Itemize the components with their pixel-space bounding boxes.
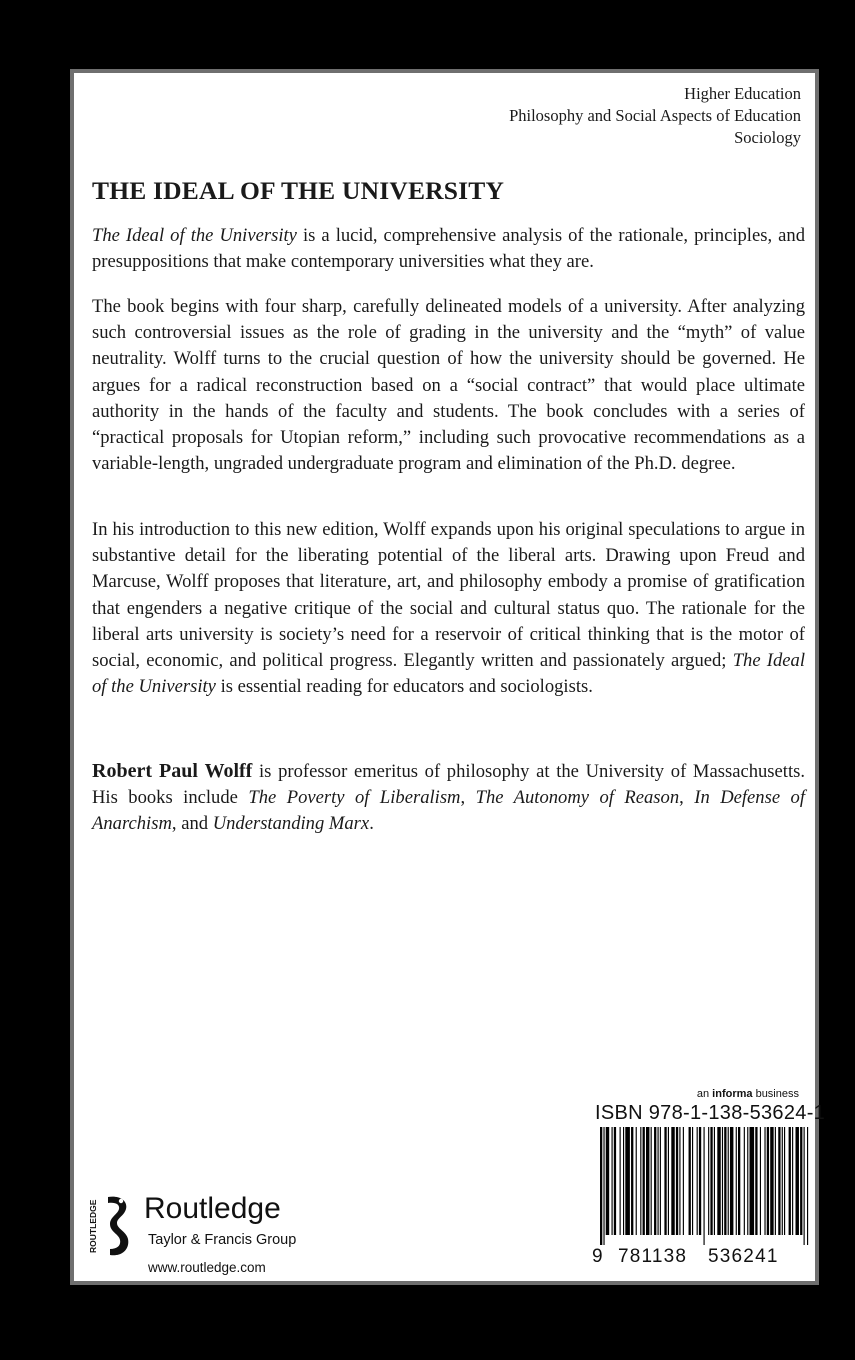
- barcode-bar: [636, 1127, 637, 1235]
- back-cover: [74, 73, 826, 1281]
- book-reference: In Defense of Anarchism: [92, 787, 806, 835]
- barcode-bar: [651, 1127, 652, 1235]
- subject-item: Higher Education: [684, 84, 801, 103]
- barcode-bar: [664, 1127, 666, 1235]
- barcode-bars: [598, 1127, 812, 1245]
- barcode-bar: [692, 1127, 693, 1235]
- intro-paragraph: The Ideal of the University is a lucid, comprehensive analysis of the rationale, principles, and presuppositions that make contemporary universities what they are.: [92, 225, 805, 273]
- barcode-bar: [631, 1127, 633, 1235]
- subject-categories: [509, 83, 801, 149]
- barcode-bar: [620, 1127, 621, 1235]
- barcode-bar: [671, 1127, 674, 1235]
- isbn-label: ISBN 978-1-138-53624-1: [595, 1102, 826, 1124]
- isbn-barcode: [598, 1127, 812, 1245]
- publisher-name: Routledge: [144, 1192, 281, 1225]
- barcode-bar: [606, 1127, 609, 1235]
- author-name: Robert Paul Wolff: [92, 760, 253, 782]
- barcode-bar: [736, 1127, 737, 1235]
- logo-vertical-text: ROUTLEDGE: [88, 1199, 98, 1253]
- barcode-bar: [714, 1127, 715, 1235]
- subject-item: Sociology: [734, 128, 801, 147]
- book-title-italic: The Ideal of the University: [92, 225, 297, 246]
- barcode-bar: [767, 1127, 769, 1235]
- barcode-bar: [704, 1127, 705, 1245]
- barcode-bar: [764, 1127, 765, 1235]
- barcode-bar: [755, 1127, 757, 1235]
- barcode-bar: [646, 1127, 649, 1235]
- barcode-bar: [676, 1127, 678, 1235]
- barcode-bar: [710, 1127, 712, 1235]
- barcode-digits-right: 536241: [708, 1246, 779, 1267]
- routledge-logo-icon: [88, 1191, 138, 1261]
- barcode-bar: [614, 1127, 616, 1235]
- barcode-bar: [747, 1127, 748, 1235]
- book-reference: The Poverty of Liberalism: [248, 787, 461, 809]
- barcode-bar: [699, 1127, 701, 1235]
- informa-business-tagline: an informa business: [696, 1088, 799, 1100]
- book-reference: Understanding Marx: [212, 813, 370, 835]
- barcode-bar: [668, 1127, 669, 1235]
- barcode-bar: [804, 1127, 805, 1245]
- summary-paragraph: The book begins with four sharp, carefully delineated models of a university. After analyzing such controversial issues as the role of grading in the university and the “myth” of value neutrality. Wolff turns to the crucial question of how the university should be governed. He argues for a radical reconstruction based on a “social contract” that would place ultimate authority in the hands of the faculty and students. The book concludes with a series of “practical proposals for Utopian reform,” including such provocative recommendations as a variable-length, ungraded undergraduate program and elimination of the Ph.D. degree.: [92, 296, 805, 475]
- barcode-digits-left: 781138: [618, 1246, 688, 1267]
- subject-item: Philosophy and Social Aspects of Education: [509, 106, 801, 125]
- barcode-bar: [722, 1127, 723, 1235]
- barcode-bar: [660, 1127, 661, 1235]
- barcode-bar: [728, 1127, 729, 1235]
- barcode-bar: [744, 1127, 745, 1235]
- book-reference: The Autonomy of Reason: [475, 787, 680, 809]
- barcode-bar: [750, 1127, 755, 1235]
- barcode-bar: [792, 1127, 793, 1235]
- barcode-bar: [775, 1127, 776, 1235]
- barcode-bar: [612, 1127, 613, 1235]
- barcode-bar: [708, 1127, 709, 1235]
- barcode-bar: [717, 1127, 720, 1235]
- barcode-bar: [697, 1127, 698, 1235]
- barcode-bar: [689, 1127, 691, 1235]
- barcode-bar: [623, 1127, 624, 1235]
- barcode-bar: [784, 1127, 785, 1235]
- barcode-bar: [603, 1127, 604, 1245]
- barcode-bar: [760, 1127, 761, 1235]
- new-edition-paragraph: In his introduction to this new edition, Wolff expands upon his original speculations to argue in substantive detail for the liberating potential of the liberal arts. Drawing upon Freud and Marcuse, Wolff proposes that literature, art, and philosophy embody a promise of gratification that engenders a negative critique of the social and cultural status quo. The rationale for the liberal arts university is society’s need for a reservoir of critical thinking that is the motor of social, economic, and political progress. Elegantly written and passionately argued; The Ideal of the University is essential reading for educators and sociologists.: [92, 519, 806, 698]
- barcode-digit-lead: 9: [592, 1246, 604, 1267]
- author-bio: Robert Paul Wolff is professor emeritus of philosophy at the University of Massachusetts. His books include The Poverty of Liberalism, The Autonomy of Reason, In Defense of Anarchism, and Understanding Marx.: [92, 760, 806, 835]
- barcode-bar: [643, 1127, 645, 1235]
- publisher-website[interactable]: www.routledge.com: [148, 1260, 266, 1275]
- barcode-bar: [782, 1127, 783, 1235]
- publisher-group: Taylor & Francis Group: [148, 1232, 297, 1248]
- barcode-bar: [679, 1127, 680, 1235]
- barcode-bar: [625, 1127, 630, 1235]
- barcode-bar: [770, 1127, 773, 1235]
- barcode-bar: [600, 1127, 602, 1245]
- barcode-bar: [738, 1127, 740, 1235]
- barcode-bar: [640, 1127, 641, 1235]
- barcode-bar: [807, 1127, 808, 1245]
- barcode-bar: [683, 1127, 684, 1235]
- barcode-bar: [789, 1127, 791, 1235]
- barcode-bar: [796, 1127, 799, 1235]
- barcode-bar: [724, 1127, 726, 1235]
- barcode-digits: [584, 1246, 816, 1270]
- barcode-bar: [778, 1127, 780, 1235]
- barcode-bar: [730, 1127, 733, 1235]
- barcode-bar: [654, 1127, 656, 1235]
- book-title-italic: The Ideal of the University: [92, 650, 806, 698]
- barcode-bar: [658, 1127, 659, 1235]
- barcode-bar: [800, 1127, 802, 1235]
- book-title: THE IDEAL OF THE UNIVERSITY: [92, 176, 505, 205]
